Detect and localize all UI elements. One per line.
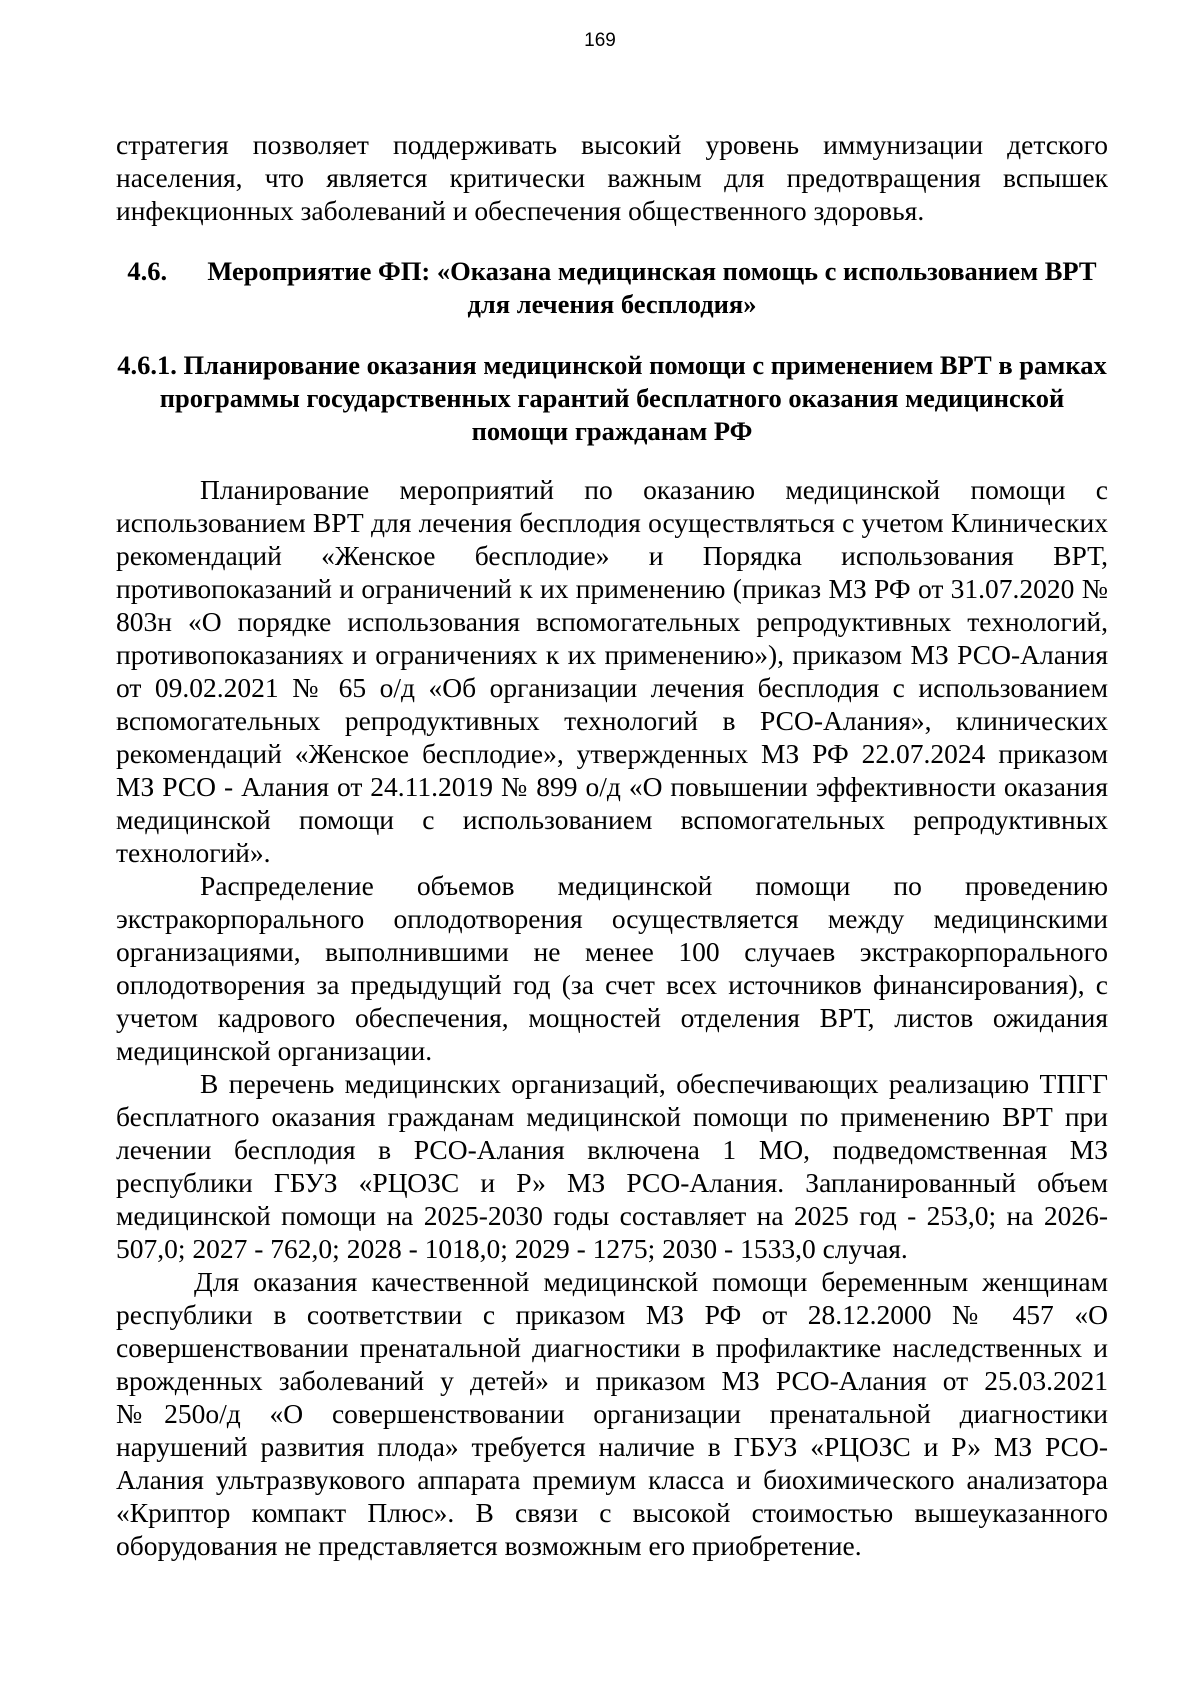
section-number: 4.6. xyxy=(127,256,168,286)
paragraph-planning: Планирование мероприятий по оказанию медицинской помощи с использованием ВРТ для лечения бесплодия осуществляться с учетом Клинических рекомендаций «Женское бесплодие» и Порядка использования ВРТ, противопоказаний и ограничений к их применению (приказ МЗ РФ от 31.07.2020 № 803н «О порядке использования вспомогательных репродуктивных технологий, противопоказаниях и ограничениях к их применению»), приказом МЗ РСО-Алания от 09.02.2021 № 65 о/д «Об организации лечения бесплодия с использованием вспомогательных репродуктивных технологий в РСО-Алания», клинических рекомендаций «Женское бесплодие», утвержденных МЗ РФ 22.07.2024 приказом МЗ РСО - Алания от 24.11.2019 № 899 о/д «О повышении эффективности оказания медицинской помощи с использованием вспомогательных репродуктивных технологий». xyxy=(116,474,1108,868)
intro-paragraph: стратегия позволяет поддерживать высокий уровень иммунизации детского населения, что является критически важным для предотвращения вспышек инфекционных заболеваний и обеспечения общественного здоровья. xyxy=(116,129,1108,226)
paragraph-prenatal: Для оказания качественной медицинской помощи беременным женщинам республики в соответствии с приказом МЗ РФ от 28.12.2000 № 457 «О совершенствовании пренатальной диагностики в профилактике наследственных и врожденных заболеваний у детей» и приказом МЗ РСО-Алания от 25.03.2021 №250о/д «О совершенствовании организации пренатальной диагностики нарушений развития плода» требуется наличие в ГБУЗ «РЦОЗС и Р» МЗ РСО-Алания ультразвукового аппарата премиум класса и биохимического анализатора «Криптор компакт Плюс». В связи с высокой стоимостью вышеуказанного оборудования не представляется возможным его приобретение. xyxy=(116,1266,1108,1561)
section-heading xyxy=(116,255,1108,321)
paragraph-organizations: В перечень медицинских организаций, обеспечивающих реализацию ТПГГ бесплатного оказания гражданам медицинской помощи по применению ВРТ при лечении бесплодия в РСО-Алания включена 1 МО, подведомственная МЗ республики ГБУЗ «РЦОЗС и Р» МЗ РСО-Алания. Запланированный объем медицинской помощи на 2025-2030 годы составляет на 2025 год - 253,0; на 2026-507,0; 2027 - 762,0; 2028 - 1018,0; 2029 - 1275; 2030 - 1533,0 случая. xyxy=(116,1068,1108,1264)
section-title: Мероприятие ФП: «Оказана медицинская помощь с использованием ВРТ для лечения бесплодия» xyxy=(207,256,1097,319)
document-body xyxy=(116,128,1108,1562)
paragraph-distribution: Распределение объемов медицинской помощи по проведению экстракорпорального оплодотворения осуществляется между медицинскими организациями, выполнившими не менее 100 случаев экстракорпорального оплодотворения за предыдущий год (за счет всех источников финансирования), с учетом кадрового обеспечения, мощностей отделения ВРТ, листов ожидания медицинской организации. xyxy=(116,870,1108,1066)
subsection-heading: 4.6.1. Планирование оказания медицинской помощи с применением ВРТ в рамках программы государственных гарантий бесплатного оказания медицинской помощи гражданам РФ xyxy=(117,350,1107,446)
page-number: 169 xyxy=(584,30,616,51)
